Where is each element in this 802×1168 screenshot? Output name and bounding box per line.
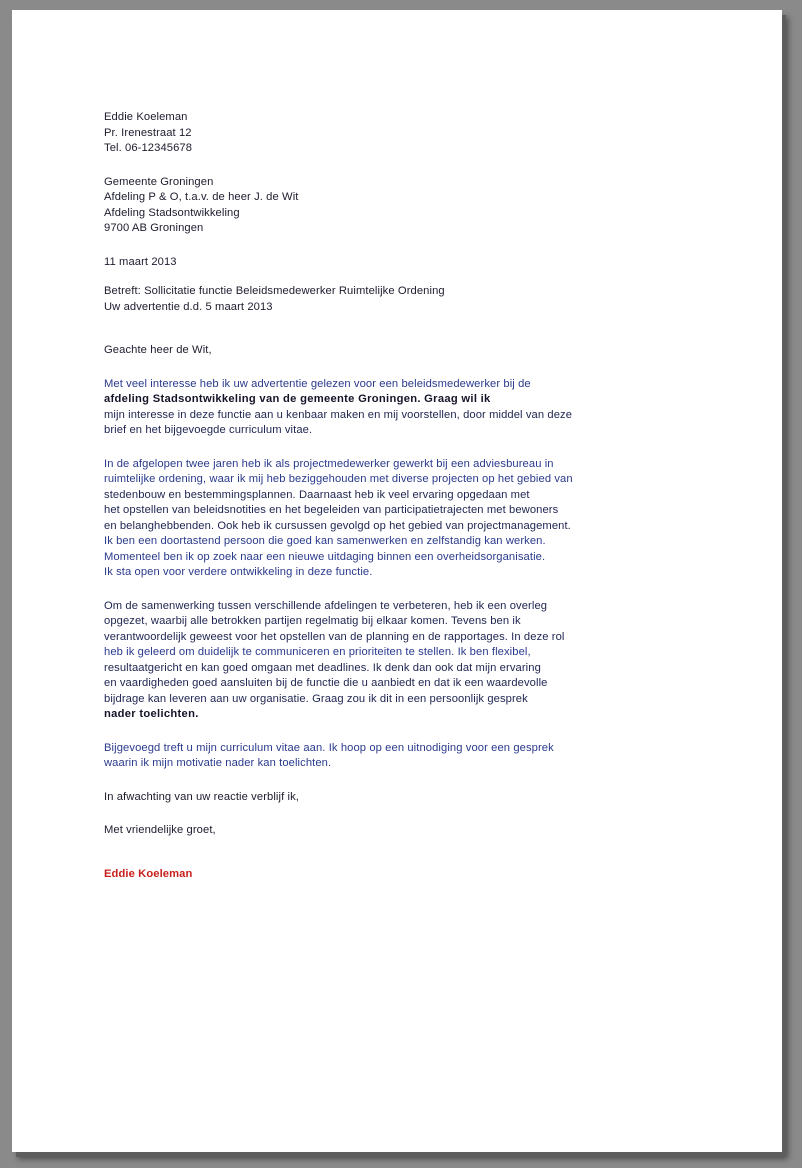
- paragraph-line: Ik ben een doortastend persoon die goed kan samenwerken en zelfstandig kan werken.: [104, 535, 546, 547]
- letter-body: [104, 110, 694, 882]
- paragraph-line: en belanghebbenden. Ook heb ik cursussen gevolgd op het gebied van projectmanagement.: [104, 519, 571, 532]
- subject-block: [104, 284, 694, 315]
- paragraph-line: Met veel interesse heb ik uw advertentie gelezen voor een beleidsmedewerker bij de: [104, 377, 531, 390]
- paragraph-line: resultaatgericht en kan goed omgaan met deadlines. Ik denk dan ook dat mijn ervaring: [104, 661, 541, 674]
- reference-line: Uw advertentie d.d. 5 maart 2013: [104, 300, 273, 313]
- paragraph-line: bijdrage kan leveren aan uw organisatie. Graag zou ik dit in een persoonlijk gesprek: [104, 692, 528, 705]
- subject-line: Betreft: Sollicitatie functie Beleidsmedewerker Ruimtelijke Ordening: [104, 285, 445, 297]
- paragraph-line: Bijgevoegd treft u mijn curriculum vitae aan. Ik hoop op een uitnodiging voor een gesprek: [104, 741, 554, 754]
- paragraph-line: opgezet, waarbij alle betrokken partijen regelmatig bij elkaar komen. Tevens ben ik: [104, 615, 521, 627]
- recipient-line: 9700 AB Groningen: [104, 222, 204, 234]
- paragraph-experience: [104, 457, 694, 581]
- sender-line: Eddie Koeleman: [104, 111, 188, 123]
- paragraph-skills: [104, 599, 694, 723]
- signature: Eddie Koeleman: [104, 867, 193, 880]
- paragraph-line: Momenteel ben ik op zoek naar een nieuwe uitdaging binnen een overheidsorganisatie.: [104, 550, 546, 563]
- paragraph-closing: [104, 741, 694, 772]
- closing-note: In afwachting van uw reactie verblijf ik,: [104, 790, 299, 803]
- paragraph-line: mijn interesse in deze functie aan u kenbaar maken en mij voorstellen, door middel van deze: [104, 408, 573, 421]
- paragraph-line: In de afgelopen twee jaren heb ik als projectmedewerker gewerkt bij een adviesbureau in: [104, 457, 554, 470]
- closing-greeting: Met vriendelijke groet,: [104, 824, 216, 836]
- sender-address: [104, 110, 694, 157]
- sender-line: Pr. Irenestraat 12: [104, 126, 192, 139]
- paragraph-line: Om de samenwerking tussen verschillende afdelingen te verbeteren, heb ik een overleg: [104, 599, 548, 612]
- letter-date: 11 maart 2013: [104, 255, 177, 268]
- paragraph-intro: [104, 377, 694, 439]
- paragraph-line: het opstellen van beleidsnotities en het begeleiden van participatietrajecten met bewoners: [104, 504, 559, 516]
- paragraph-line: brief en het bijgevoegde curriculum vitae.: [104, 424, 313, 436]
- recipient-line: Gemeente Groningen: [104, 175, 214, 188]
- paragraph-line: waarin ik mijn motivatie nader kan toelichten.: [104, 757, 332, 769]
- document-page: [12, 10, 782, 1152]
- paragraph-line: ruimtelijke ordening, waar ik mij heb beziggehouden met diverse projecten op het gebied van: [104, 473, 573, 485]
- salutation: Geachte heer de Wit,: [104, 344, 212, 356]
- paragraph-line: verantwoordelijk geweest voor het opstellen van de planning en de rapportages. In deze rol: [104, 630, 565, 643]
- recipient-line: Afdeling P & O, t.a.v. de heer J. de Wit: [104, 191, 299, 203]
- recipient-line: Afdeling Stadsontwikkeling: [104, 206, 240, 219]
- paragraph-line: heb ik geleerd om duidelijk te communiceren en prioriteiten te stellen. Ik ben flexibel,: [104, 646, 531, 658]
- paragraph-line: nader toelichten.: [104, 708, 199, 720]
- recipient-address: [104, 175, 694, 237]
- paragraph-line: Ik sta open voor verdere ontwikkeling in deze functie.: [104, 566, 373, 578]
- paragraph-line: afdeling Stadsontwikkeling van de gemeente Groningen. Graag wil ik: [104, 393, 491, 405]
- paragraph-line: stedenbouw en bestemmingsplannen. Daarnaast heb ik veel ervaring opgedaan met: [104, 488, 530, 501]
- sender-line: Tel. 06-12345678: [104, 142, 193, 154]
- paragraph-line: en vaardigheden goed aansluiten bij de functie die u aanbiedt en dat ik een waardevolle: [104, 677, 548, 689]
